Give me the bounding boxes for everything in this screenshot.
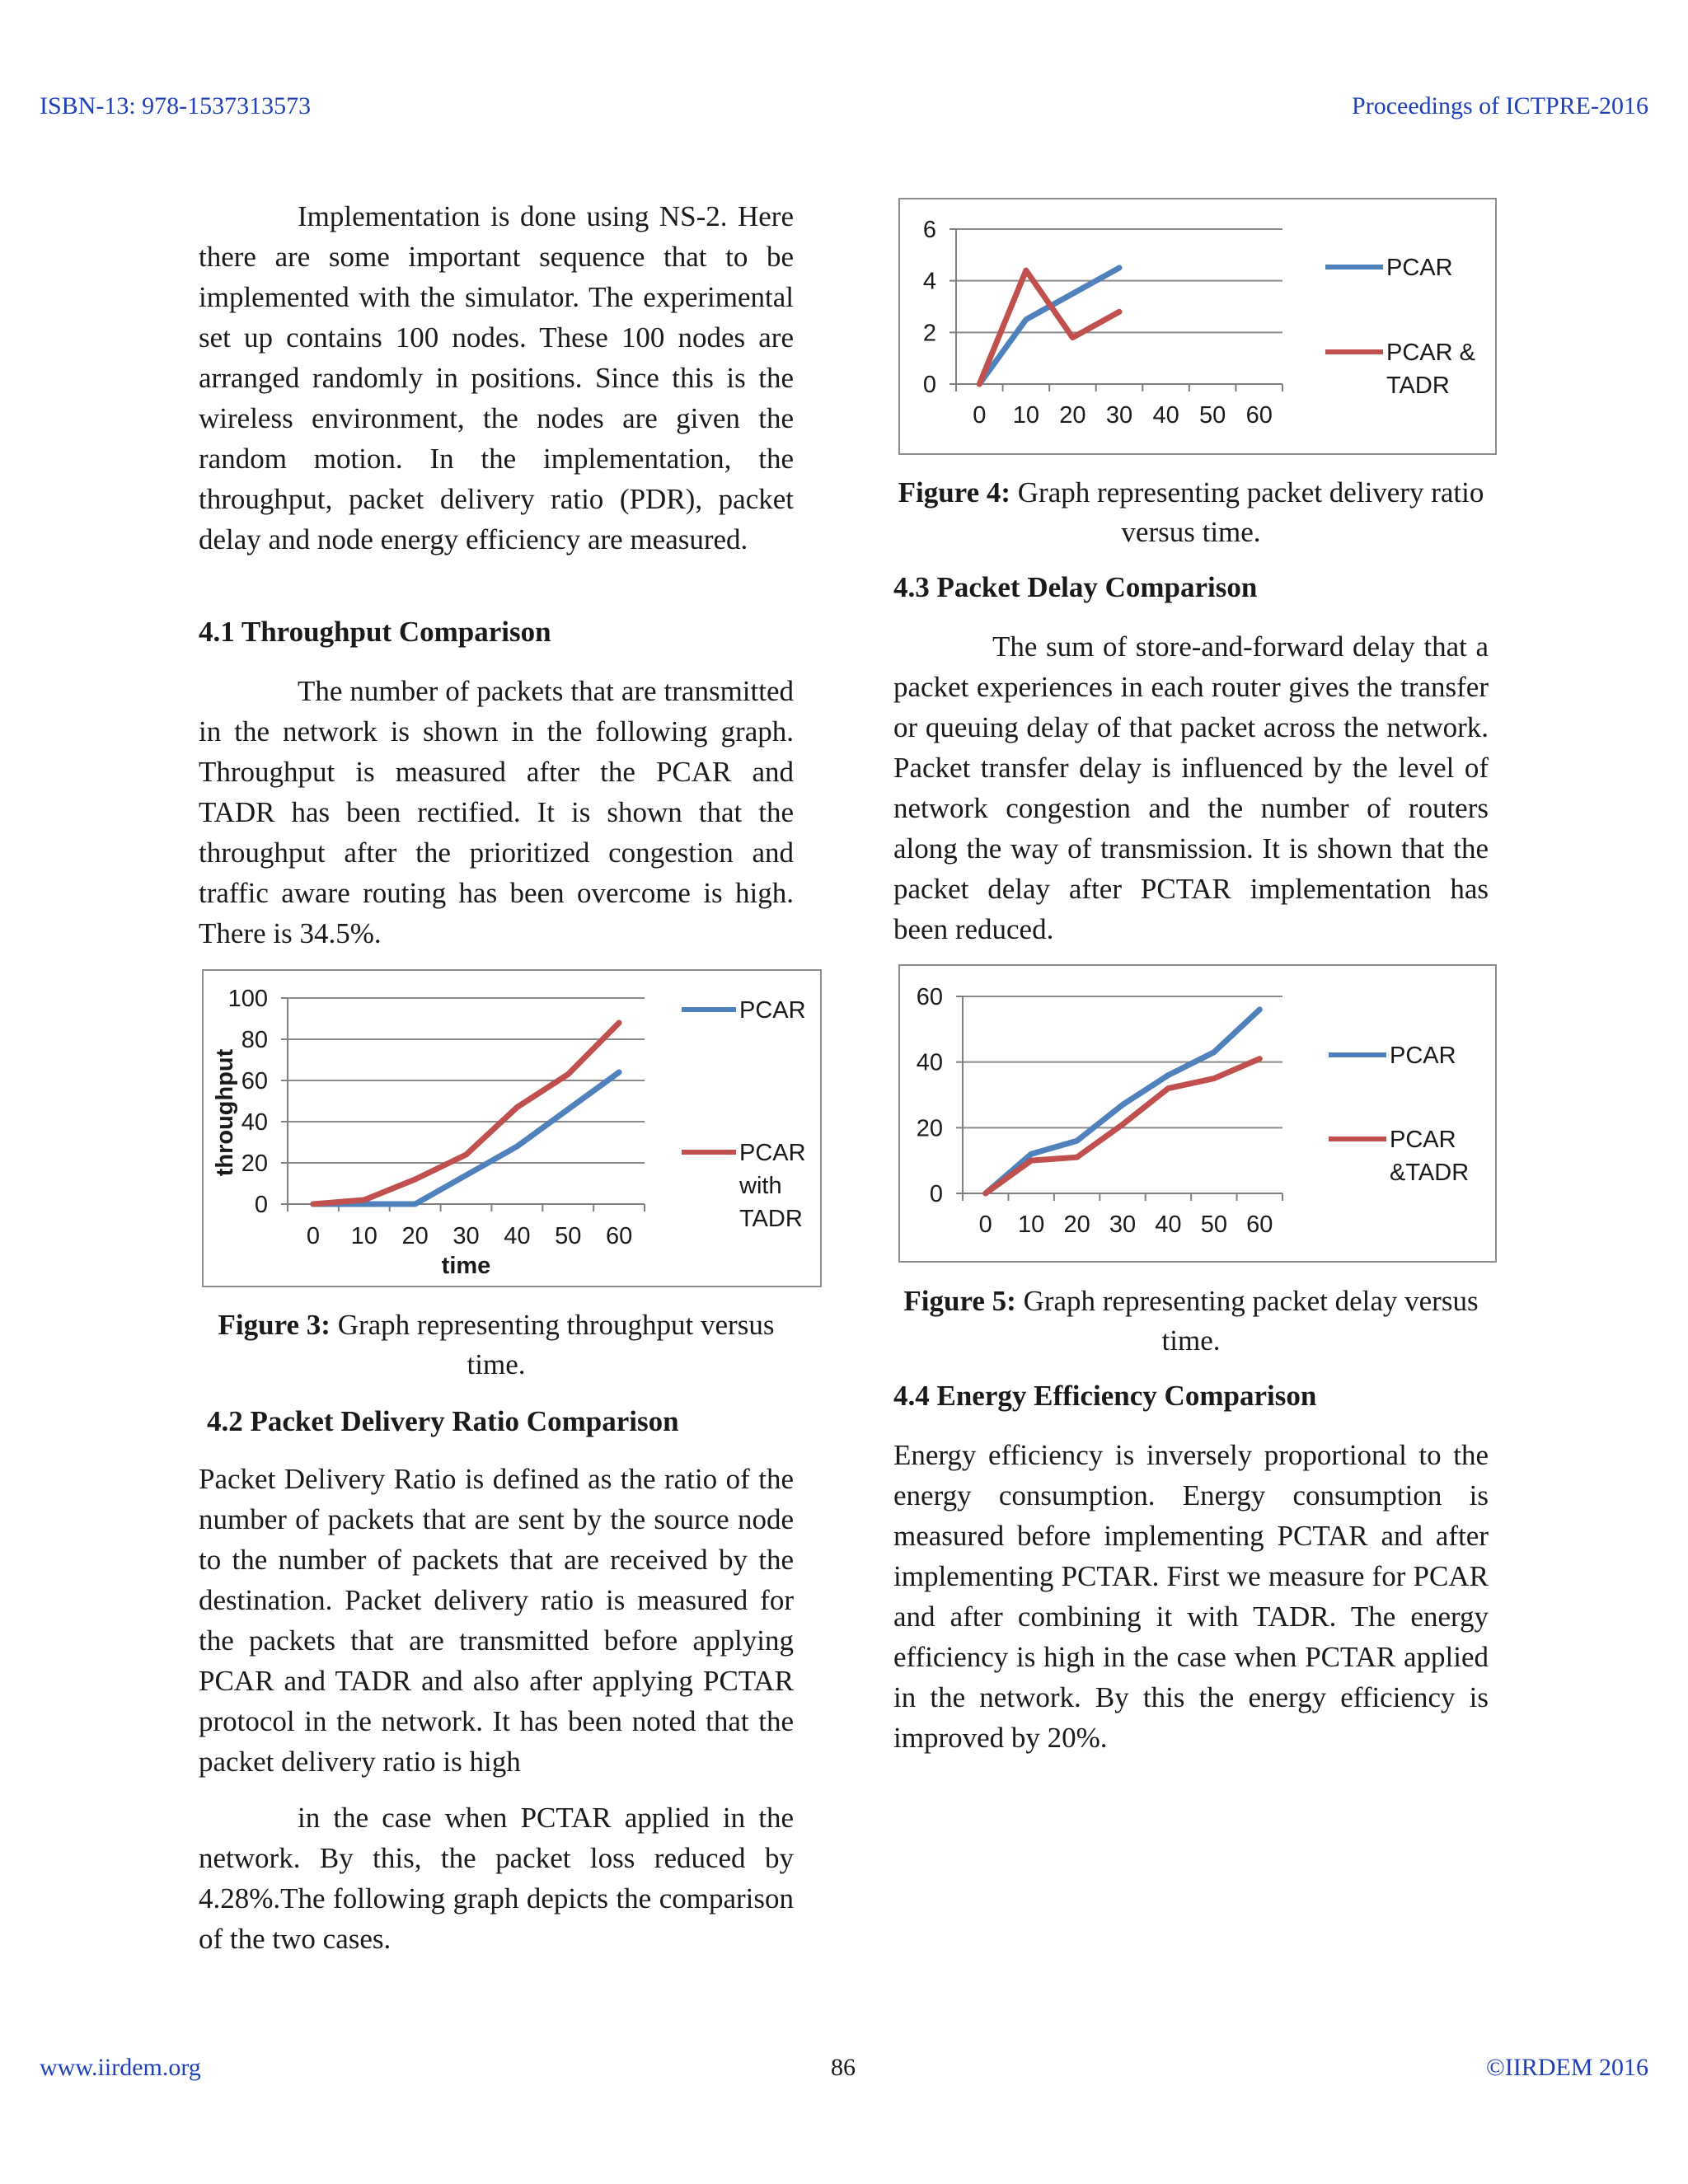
figure4-y-tick-label: 2 bbox=[922, 320, 936, 347]
figure4-legend-label: PCAR bbox=[1386, 255, 1453, 281]
figure3-legend-label: PCAR bbox=[739, 997, 806, 1024]
section-4-4-heading: 4.4 Energy Efficiency Comparison bbox=[893, 1380, 1317, 1412]
figure3-y-tick-label: 80 bbox=[241, 1027, 268, 1053]
section-4-4-paragraph: Energy efficiency is inversely proportional to the energy consumption. Energy consumption is measured before implementing PCTAR and after implementing PCTAR. First we measure for PCAR and after combining it with TADR. The energy efficiency is high in the case when PCTAR applied in the network. By this the energy efficiency is improved by 20%. bbox=[893, 1439, 1489, 1754]
figure3-x-tick-label: 30 bbox=[452, 1223, 480, 1249]
figure5-caption-label: Figure 5: bbox=[903, 1285, 1016, 1317]
section-4-1-block bbox=[199, 671, 794, 954]
section-4-3-block bbox=[893, 626, 1489, 949]
figure5-legend-label: &TADR bbox=[1390, 1160, 1470, 1186]
section-4-1-heading: 4.1 Throughput Comparison bbox=[199, 616, 551, 648]
figure4-y-tick-label: 4 bbox=[922, 268, 936, 295]
figure3-y-tick-label: 20 bbox=[241, 1151, 268, 1177]
figure4-caption bbox=[893, 473, 1489, 552]
figure5-chart-svg bbox=[900, 966, 1495, 1261]
section-4-3-heading: 4.3 Packet Delay Comparison bbox=[893, 571, 1258, 603]
figure3-caption-label: Figure 3: bbox=[218, 1309, 331, 1341]
figure3-x-axis-title: time bbox=[441, 1253, 491, 1279]
intro-block bbox=[199, 196, 794, 560]
figure5-series-line-pcar-tadr bbox=[986, 1059, 1260, 1193]
figure5-caption bbox=[893, 1282, 1489, 1361]
section-4-1-paragraph: The number of packets that are transmitted in the network is shown in the following graph. Throughput is measured after the PCAR and TADR has been rectified. It is shown that the throughput after the prioritized congestion and traffic aware routing has been overcome is high. There is 34.5%. bbox=[199, 675, 794, 949]
figure5-x-tick-label: 30 bbox=[1109, 1212, 1137, 1238]
figure5-x-tick-label: 50 bbox=[1200, 1212, 1227, 1238]
figure3-y-tick-label: 40 bbox=[241, 1109, 268, 1136]
section-4-4-block bbox=[893, 1435, 1489, 1758]
figure3-x-tick-label: 10 bbox=[350, 1223, 377, 1249]
footer-copyright: ©IIRDEM 2016 bbox=[1486, 2054, 1648, 2081]
section-4-3-paragraph: The sum of store-and-forward delay that a packet experiences in each router gives the transfer or queuing delay of that packet across the network. Packet transfer delay is influenced by the level of network congestion and the number of routers along the way of transmission. It is shown that the packet delay after PCTAR implementation has been reduced. bbox=[893, 630, 1489, 945]
figure5-x-tick-label: 0 bbox=[978, 1212, 992, 1238]
figure3-y-axis-title: throughput bbox=[212, 1048, 238, 1177]
figure4-caption-text: Graph representing packet delivery ratio versus time. bbox=[1010, 476, 1484, 548]
figure5-y-tick-label: 0 bbox=[929, 1181, 943, 1207]
figure3-y-tick-label: 60 bbox=[241, 1068, 268, 1094]
figure5-y-tick-label: 60 bbox=[916, 984, 943, 1010]
figure3-y-tick-label: 0 bbox=[254, 1192, 268, 1218]
header-isbn: ISBN-13: 978-1537313573 bbox=[40, 92, 312, 120]
figure4-caption-label: Figure 4: bbox=[898, 476, 1011, 509]
section-4-2-block bbox=[199, 1459, 794, 1782]
figure4-x-tick-label: 30 bbox=[1105, 402, 1133, 429]
figure5-x-tick-label: 20 bbox=[1063, 1212, 1090, 1238]
figure5-caption-text: Graph representing packet delay versus time. bbox=[1015, 1285, 1479, 1357]
figure4-chart-svg bbox=[900, 199, 1495, 453]
figure4-x-tick-label: 20 bbox=[1059, 402, 1086, 429]
figure3-legend-label: TADR bbox=[739, 1206, 803, 1232]
figure3-x-tick-label: 40 bbox=[504, 1223, 531, 1249]
figure3-legend-label: PCAR bbox=[739, 1140, 806, 1166]
figure4-chart bbox=[898, 198, 1497, 455]
figure3-caption-text: Graph representing throughput versus time. bbox=[330, 1309, 775, 1380]
figure4-x-tick-label: 0 bbox=[973, 402, 987, 429]
figure3-x-tick-label: 60 bbox=[605, 1223, 633, 1249]
figure5-legend-label: PCAR bbox=[1390, 1043, 1456, 1069]
figure3-x-tick-label: 0 bbox=[306, 1223, 320, 1249]
figure4-x-tick-label: 60 bbox=[1245, 402, 1273, 429]
figure5-x-tick-label: 60 bbox=[1246, 1212, 1273, 1238]
figure5-chart bbox=[898, 964, 1497, 1263]
figure5-x-tick-label: 40 bbox=[1155, 1212, 1182, 1238]
figure4-y-tick-label: 6 bbox=[922, 217, 936, 243]
figure3-series-line-pcar bbox=[313, 1072, 619, 1204]
figure4-y-tick-label: 0 bbox=[922, 372, 936, 398]
figure5-y-tick-label: 40 bbox=[916, 1049, 943, 1076]
figure3-chart bbox=[202, 969, 822, 1287]
figure4-x-tick-label: 40 bbox=[1152, 402, 1179, 429]
figure5-x-tick-label: 10 bbox=[1018, 1212, 1045, 1238]
header-proceedings: Proceedings of ICTPRE-2016 bbox=[1352, 92, 1648, 120]
figure4-x-tick-label: 10 bbox=[1012, 402, 1039, 429]
section-4-2-heading: 4.2 Packet Delivery Ratio Comparison bbox=[207, 1405, 679, 1437]
figure3-legend-label: with bbox=[739, 1173, 782, 1199]
footer-page-number: 86 bbox=[831, 2054, 856, 2081]
figure3-x-tick-label: 20 bbox=[401, 1223, 429, 1249]
section-4-2-continuation: in the case when PCTAR applied in the network. By this, the packet loss reduced by 4.28%.The following graph depicts the comparison of the two cases. bbox=[199, 1802, 794, 1955]
figure5-legend-label: PCAR bbox=[1390, 1127, 1456, 1153]
figure3-chart-svg bbox=[204, 971, 820, 1286]
figure4-series-line-pcar-tadr bbox=[979, 270, 1119, 384]
footer-website-link[interactable]: www.iirdem.org bbox=[40, 2054, 201, 2081]
figure3-x-tick-label: 50 bbox=[555, 1223, 582, 1249]
section-4-2-paragraph: Packet Delivery Ratio is defined as the ratio of the number of packets that are sent by the source node to the number of packets that are received by the destination. Packet delivery ratio is measured for the packets that are transmitted before applying PCAR and TADR and also after applying PCTAR protocol in the network. It has been noted that the packet delivery ratio is high bbox=[199, 1463, 794, 1778]
figure4-legend-label: PCAR & bbox=[1386, 340, 1475, 366]
section-4-2-continuation-block bbox=[199, 1797, 794, 1959]
figure3-y-tick-label: 100 bbox=[227, 986, 268, 1012]
figure4-x-tick-label: 50 bbox=[1199, 402, 1226, 429]
figure5-y-tick-label: 20 bbox=[916, 1115, 943, 1142]
figure3-caption bbox=[199, 1305, 794, 1385]
figure4-legend-label: TADR bbox=[1386, 373, 1450, 399]
intro-paragraph: Implementation is done using NS-2. Here there are some important sequence that to be implemented with the simulator. The experimental set up contains 100 nodes. These 100 nodes are arranged randomly in positions. Since this is the wireless environment, the nodes are given the random motion. In the implementation, the throughput, packet delivery ratio (PDR), packet delay and node energy efficiency are measured. bbox=[199, 200, 794, 555]
